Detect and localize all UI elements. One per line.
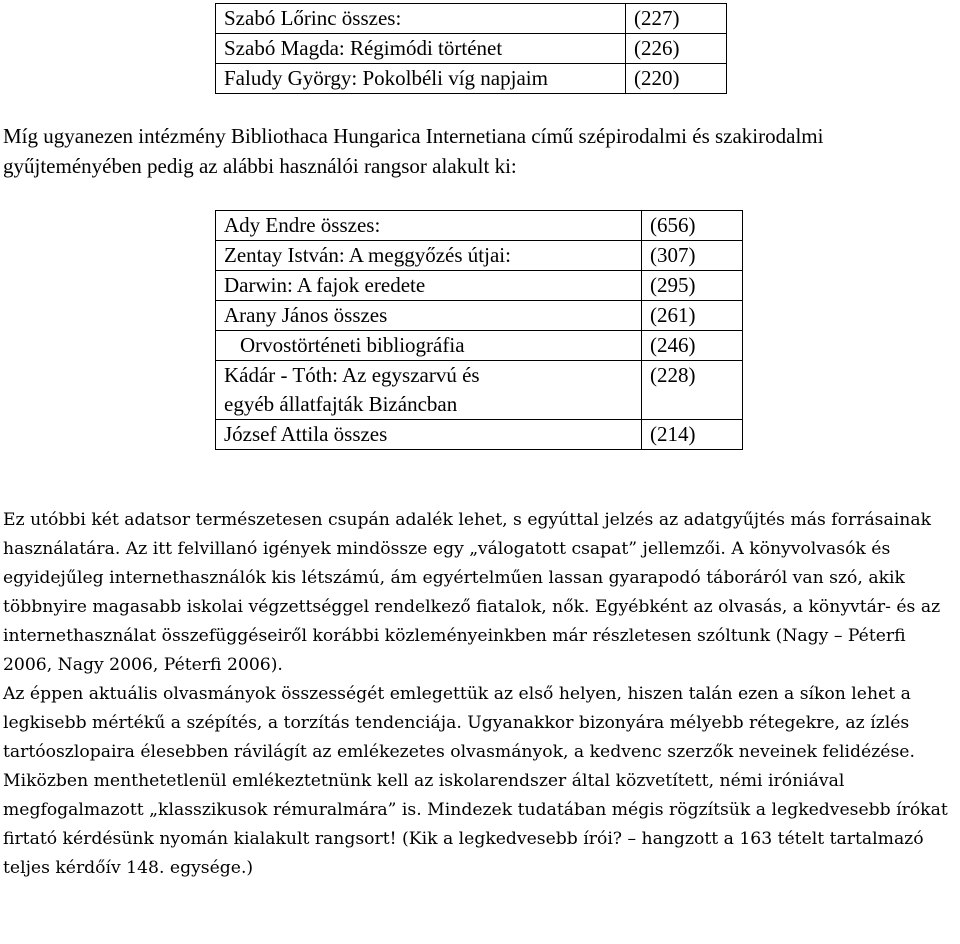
- table-cell-title: [216, 361, 642, 420]
- table-cell-count: (307): [642, 241, 743, 271]
- paragraph: Ez utóbbi két adatsor természetesen csupán adalék lehet, s egyúttal jelzés az adatgyűjtés más forrásainak használatára. Az itt felvillanó igények mindössze egy „válogatott csapat” jellemzői. A könyvolvasók és egyidejűleg internethasználók kis létszámú, ám egyértelműen lassan gyarapodó táboráról van szó, akik többnyire magasabb iskolai végzettséggel rendelkező fiatalok, nők. Egyébként az olvasás, a könyvtár- és az internethasználat összefüggéseiről korábbi közleményeinkben már részletesen szóltunk (Nagy – Péterfi 2006, Nagy 2006, Péterfi 2006).: [3, 510, 941, 675]
- table-cell-title: Darwin: A fajok eredete: [216, 271, 642, 301]
- table-cell-title: Zentay István: A meggyőzés útjai:: [216, 241, 642, 271]
- table-cell-title: Szabó Lőrinc összes:: [216, 4, 626, 34]
- paragraph: Az éppen aktuális olvasmányok összességét emlegettük az első helyen, hiszen talán ezen a síkon lehet a legkisebb mértékű a szépítés, a torzítás tendenciája. Ugyanakkor bizonyára mélyebb rétegekre, az ízlés tartóoszlopaira élesebben rávilágít az emlékezetes olvasmányok, a kedvenc szerzők neveinek felidézése. Miközben menthetetlenül emlékeztetnünk kell az iskolarendszer által közvetített, némi iróniával megfogalmazott „klasszikusok rémuralmára” is. Mindezek tudatában mégis rögzítsük a legkedvesebb írókat firtató kérdésünk nyomán kialakult rangsort! (Kik a legkedvesebb írói? – hangzott a 163 tételt tartalmazó teljes kérdőív 148. egysége.): [3, 684, 948, 878]
- table-row: [216, 271, 743, 301]
- table-row: [216, 361, 743, 420]
- table-cell-count: (214): [642, 420, 743, 450]
- table-row: [216, 301, 743, 331]
- ranking-table-2: [215, 210, 743, 450]
- table-row: [216, 4, 727, 34]
- body-text: [3, 506, 957, 883]
- table-cell-title: Arany János összes: [216, 301, 642, 331]
- table-row: [216, 34, 727, 64]
- table-cell-title: Orvostörténeti bibliográfia: [216, 331, 642, 361]
- table-row: [216, 211, 743, 241]
- title-line: Kádár - Tóth: Az egyszarvú és: [224, 363, 480, 387]
- table-cell-title: Faludy György: Pokolbéli víg napjaim: [216, 64, 626, 94]
- table-cell-count: (226): [626, 34, 727, 64]
- ranking-table-1: [215, 3, 727, 94]
- table-cell-count: (228): [642, 361, 743, 420]
- table-cell-title: József Attila összes: [216, 420, 642, 450]
- table-cell-count: (261): [642, 301, 743, 331]
- table-row: [216, 64, 727, 94]
- table-row: [216, 331, 743, 361]
- intro-paragraph: Míg ugyanezen intézmény Bibliothaca Hungarica Internetiana című szépirodalmi és szakirodalmi gyűjteményében pedig az alábbi használói rangsor alakult ki:: [3, 124, 824, 178]
- table-cell-title: Szabó Magda: Régimódi történet: [216, 34, 626, 64]
- title-line: egyéb állatfajták Bizáncban: [224, 392, 458, 416]
- table-cell-count: (295): [642, 271, 743, 301]
- table-cell-title: Ady Endre összes:: [216, 211, 642, 241]
- table-row: [216, 241, 743, 271]
- table-row: [216, 420, 743, 450]
- table-cell-count: (227): [626, 4, 727, 34]
- table-cell-count: (246): [642, 331, 743, 361]
- table-cell-count: (220): [626, 64, 727, 94]
- table-cell-count: (656): [642, 211, 743, 241]
